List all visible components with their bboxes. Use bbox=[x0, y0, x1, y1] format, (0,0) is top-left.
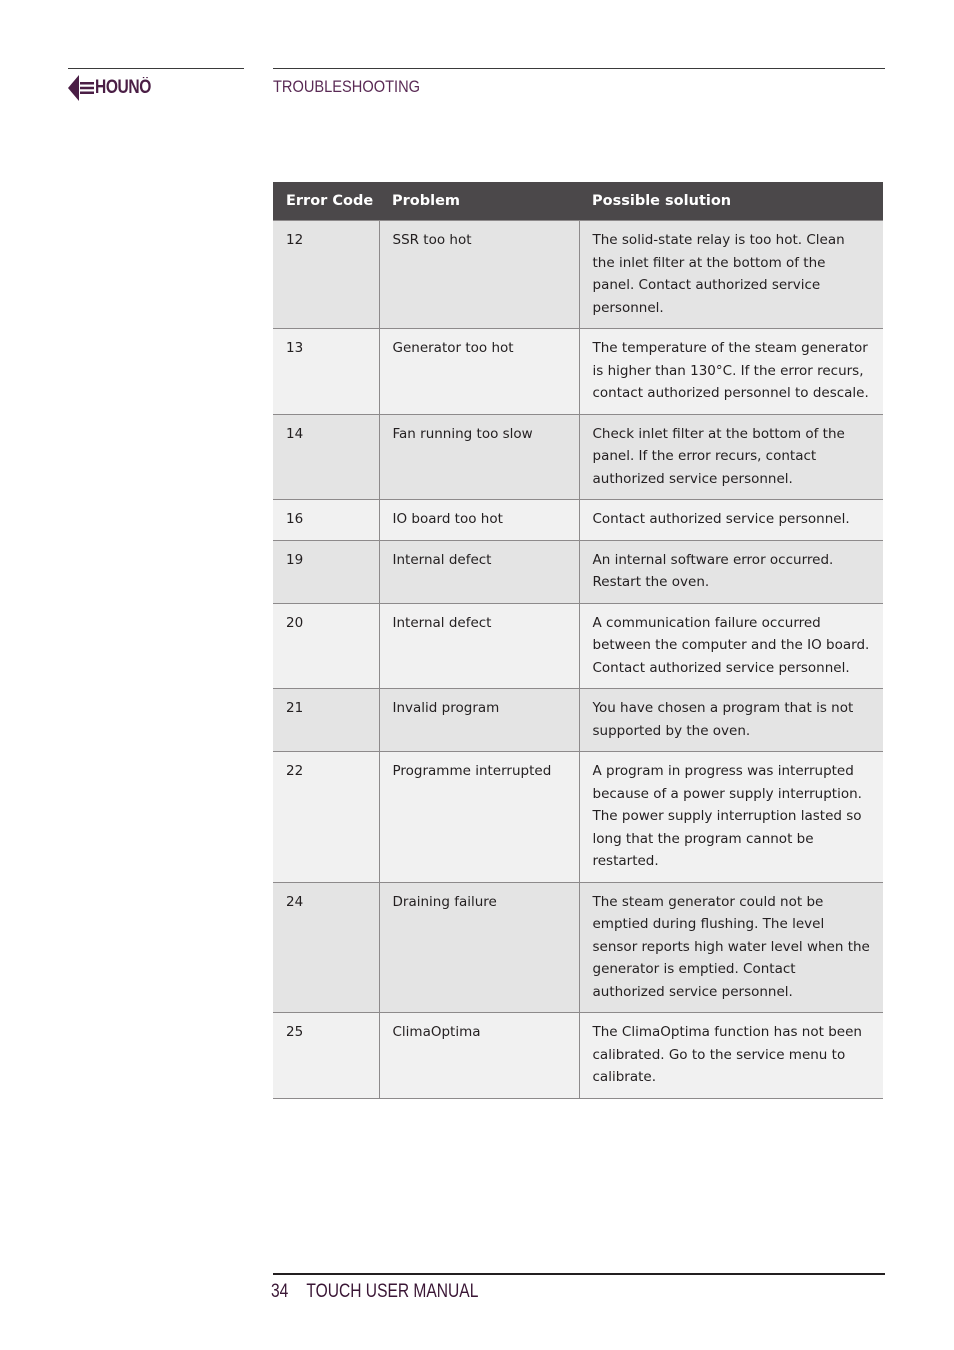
table-row bbox=[273, 689, 883, 752]
footer-rule bbox=[273, 1273, 885, 1275]
error-code-cell: 22 bbox=[273, 752, 379, 883]
problem-cell: Internal defect bbox=[379, 603, 579, 689]
error-code-cell: 20 bbox=[273, 603, 379, 689]
column-header-possible-solution: Possible solution bbox=[579, 182, 883, 221]
solution-cell: A communication failure occurred between the computer and the IO board. Contact authorized service personnel. bbox=[579, 603, 883, 689]
problem-cell: Internal defect bbox=[379, 540, 579, 603]
solution-cell: The temperature of the steam generator is higher than 130°C. If the error recurs, contact authorized personnel to descale. bbox=[579, 329, 883, 415]
problem-cell: IO board too hot bbox=[379, 500, 579, 541]
error-code-cell: 13 bbox=[273, 329, 379, 415]
column-header-error-code: Error Code bbox=[273, 182, 379, 221]
problem-cell: Invalid program bbox=[379, 689, 579, 752]
problem-cell: Draining failure bbox=[379, 882, 579, 1013]
solution-cell: The solid-state relay is too hot. Clean the inlet filter at the bottom of the panel. Contact authorized service personnel. bbox=[579, 221, 883, 329]
solution-cell: A program in progress was interrupted because of a power supply interruption. The power supply interruption lasted so long that the program cannot be restarted. bbox=[579, 752, 883, 883]
table-row bbox=[273, 603, 883, 689]
error-code-cell: 21 bbox=[273, 689, 379, 752]
header-rule-left bbox=[68, 68, 244, 69]
table-row bbox=[273, 500, 883, 541]
table-row bbox=[273, 1013, 883, 1099]
header-rule-right bbox=[273, 68, 885, 69]
houno-logo bbox=[67, 74, 163, 102]
error-code-cell: 24 bbox=[273, 882, 379, 1013]
error-code-table bbox=[273, 182, 883, 1099]
error-code-cell: 12 bbox=[273, 221, 379, 329]
manual-title: TOUCH USER MANUAL bbox=[306, 1281, 479, 1302]
logo-wordmark: HOUNÖ bbox=[95, 77, 151, 98]
error-code-cell: 25 bbox=[273, 1013, 379, 1099]
section-title: TROUBLESHOOTING bbox=[273, 77, 421, 96]
solution-cell: Contact authorized service personnel. bbox=[579, 500, 883, 541]
solution-cell: You have chosen a program that is not supported by the oven. bbox=[579, 689, 883, 752]
table-header-row bbox=[273, 182, 883, 221]
problem-cell: Generator too hot bbox=[379, 329, 579, 415]
problem-cell: Programme interrupted bbox=[379, 752, 579, 883]
problem-cell: Fan running too slow bbox=[379, 414, 579, 500]
page-number: 34 bbox=[271, 1281, 289, 1302]
table-row bbox=[273, 752, 883, 883]
solution-cell: An internal software error occurred. Restart the oven. bbox=[579, 540, 883, 603]
solution-cell: The ClimaOptima function has not been calibrated. Go to the service menu to calibrate. bbox=[579, 1013, 883, 1099]
error-code-cell: 19 bbox=[273, 540, 379, 603]
problem-cell: SSR too hot bbox=[379, 221, 579, 329]
column-header-problem: Problem bbox=[379, 182, 579, 221]
problem-cell: ClimaOptima bbox=[379, 1013, 579, 1099]
page-footer bbox=[271, 1281, 478, 1303]
table-row bbox=[273, 221, 883, 329]
table-row bbox=[273, 882, 883, 1013]
table-row bbox=[273, 540, 883, 603]
table-row bbox=[273, 414, 883, 500]
error-code-cell: 14 bbox=[273, 414, 379, 500]
solution-cell: The steam generator could not be emptied during flushing. The level sensor reports high water level when the generator is emptied. Contact authorized service personnel. bbox=[579, 882, 883, 1013]
houno-logo-icon bbox=[67, 74, 95, 102]
error-code-cell: 16 bbox=[273, 500, 379, 541]
table-row bbox=[273, 329, 883, 415]
solution-cell: Check inlet filter at the bottom of the panel. If the error recurs, contact authorized service personnel. bbox=[579, 414, 883, 500]
